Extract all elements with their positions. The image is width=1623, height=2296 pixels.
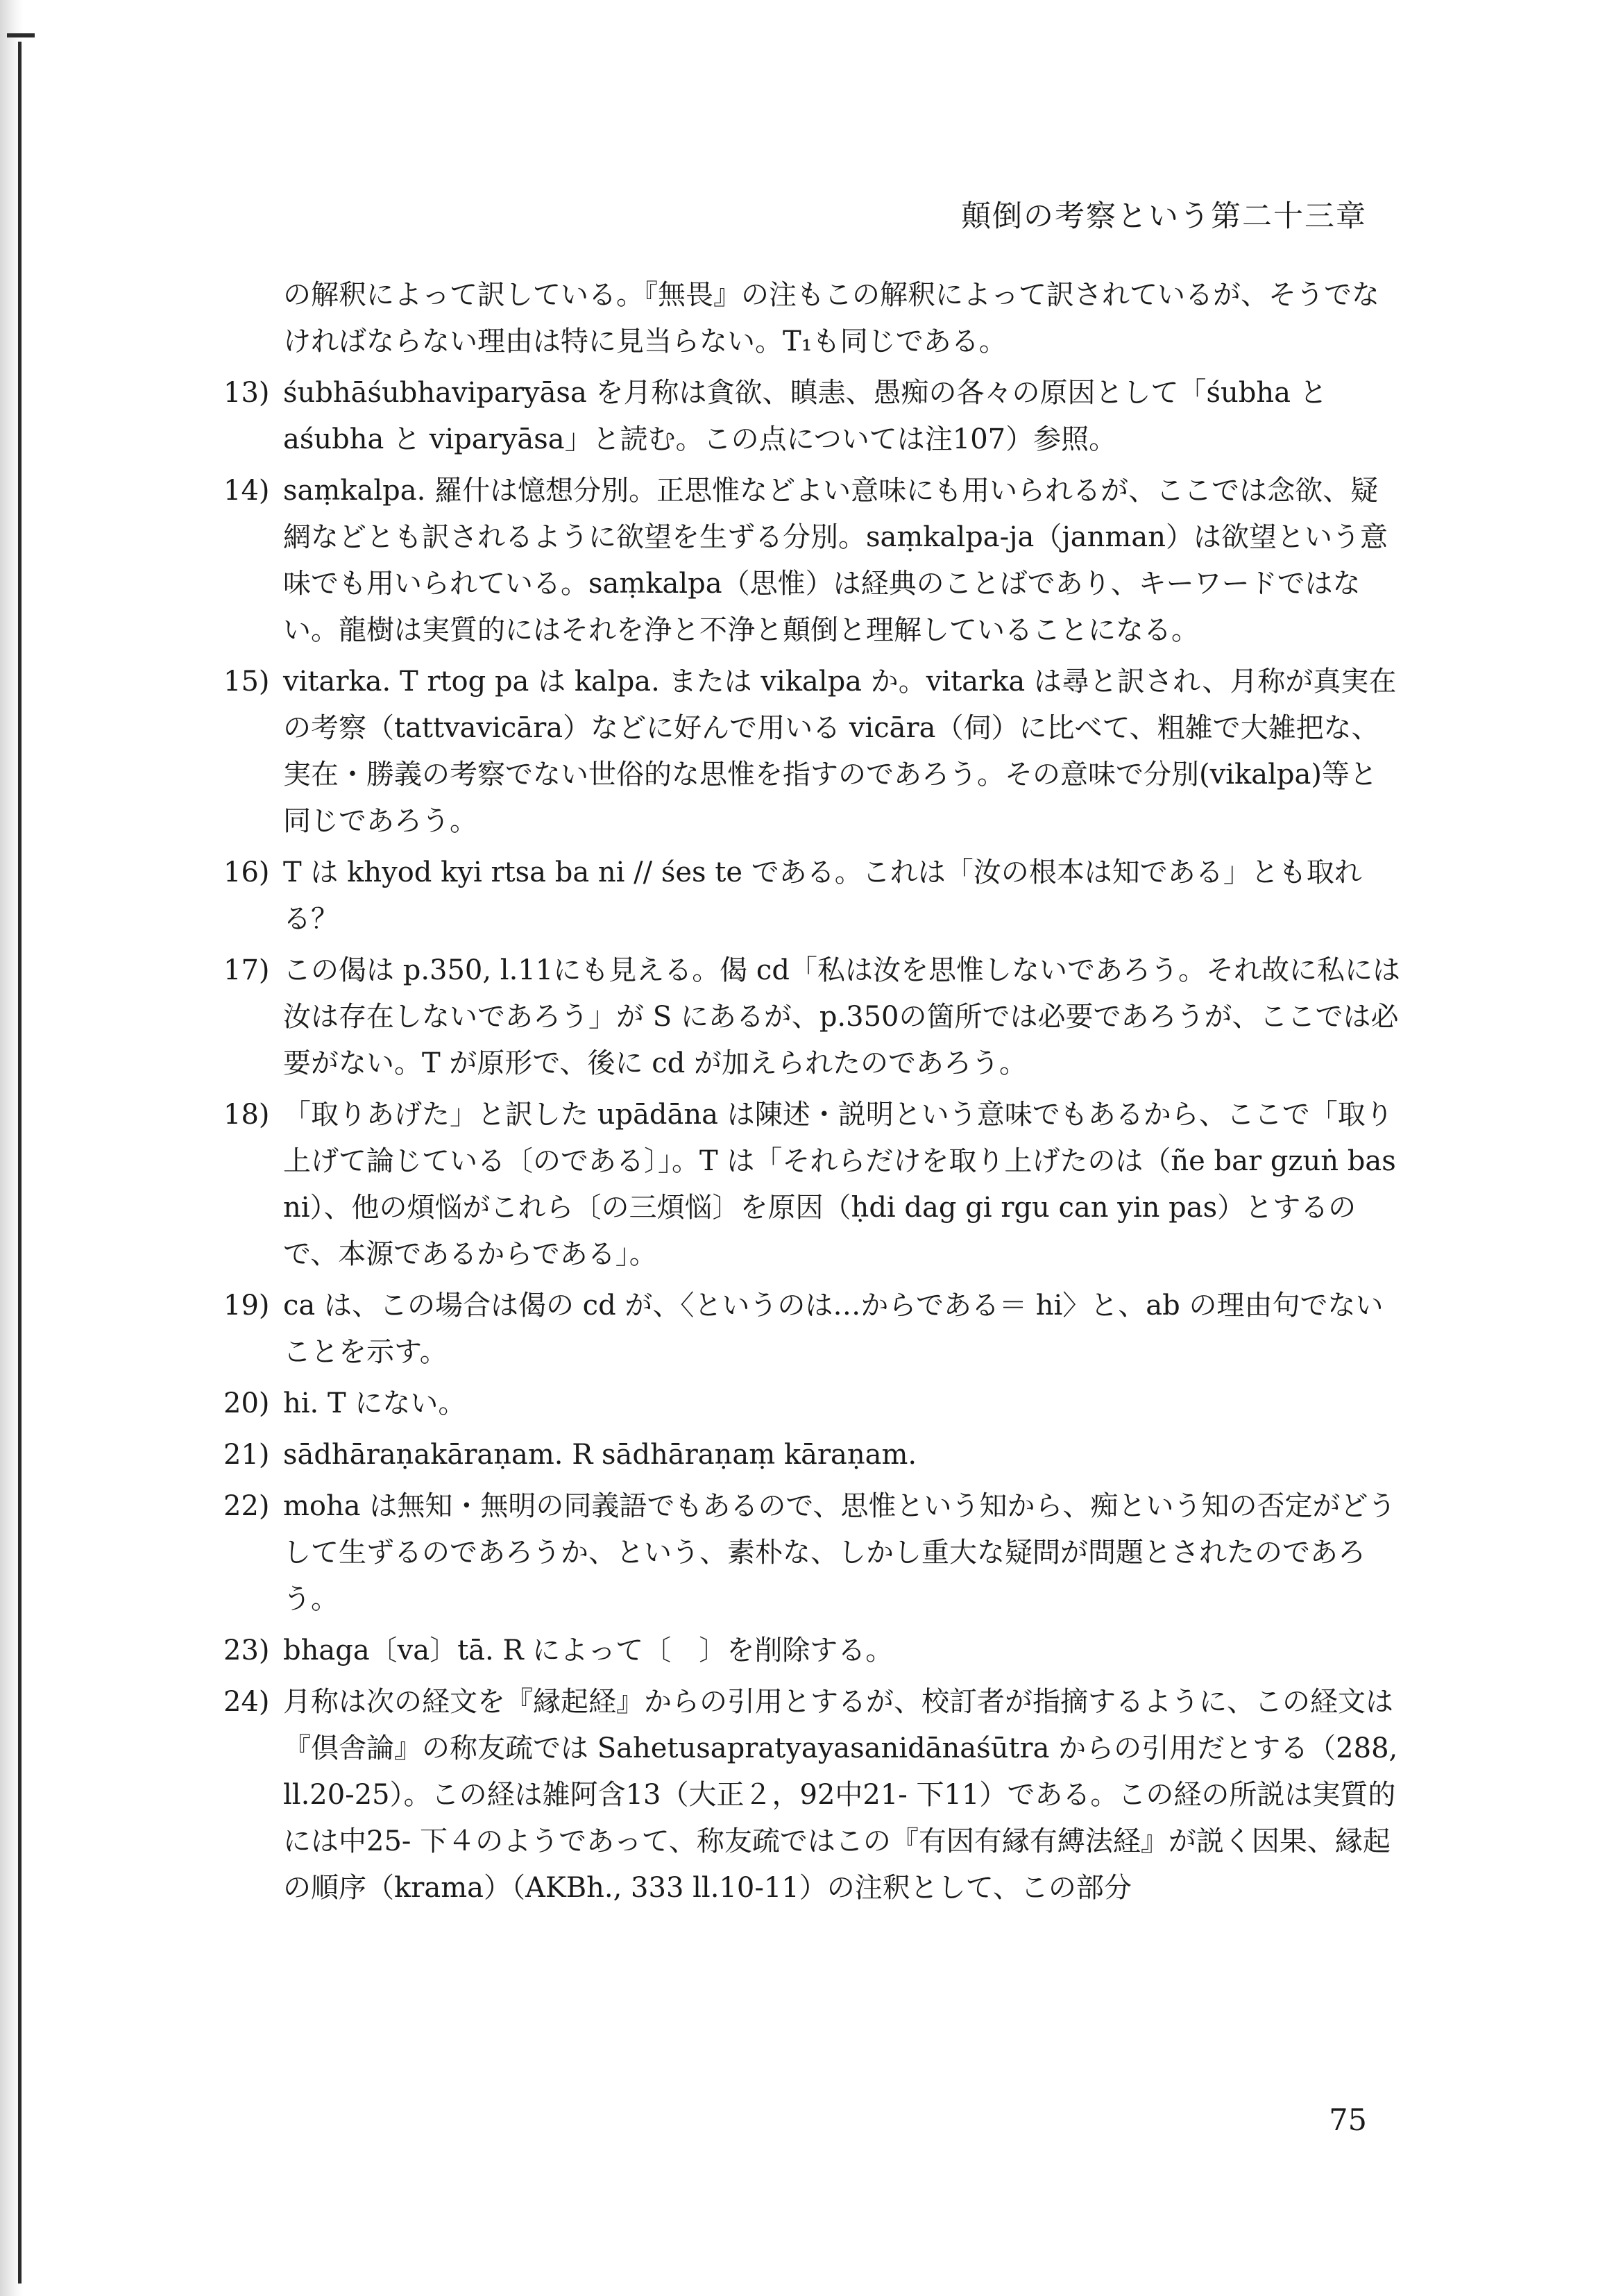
note-text: この偈は p.350, l.11にも見える。偈 cd「私は汝を思惟しないであろう。それ故に私には汝は存在しないであろう」が S にあるが、p.350の箇所では必要であろうが、ここでは必要がない。T が原形で、後に cd が加えられたのであろう。 [283,954,1400,1079]
note-14 [223,468,1403,654]
note-15 [223,659,1403,845]
note-number: 14) [223,475,270,507]
notes-body [223,272,1403,1916]
note-16 [223,850,1403,943]
page-number: 75 [1329,2103,1367,2138]
note-text: śubhāśubhaviparyāsa を月称は貪欲、瞋恚、愚痴の各々の原因として「śubha と aśubha と viparyāsa」と読む。この点については注107）参照。 [283,377,1327,455]
note-text: vitarka. T rtog pa は kalpa. または vikalpa か。vitarka は尋と訳され、月称が真実在の考察（tattvavicāra）などに好んで用いる vicāra（伺）に比べて、粗雑で大雑把な、実在・勝義の考察でない世俗的な思惟を指すのであろう。その意味で分別(vikalpa)等と同じであろう。 [283,666,1397,837]
note-number: 21) [223,1439,270,1471]
note-text: 月称は次の経文を『縁起経』からの引用とするが、校訂者が指摘するように、この経文は『倶舎論』の称友疏では Sahetusapratyayasanidānaśūtra からの引用だとする（288, ll.20-25）。この経は雑阿含13（大正２，92中21- 下11）である。この経の所説は実質的には中25- 下４のようであって、称友疏ではこの『有因有縁有縛法経』が説く因果、縁起の順序（krama）（AKBh., 333 ll.10-11）の注釈として、この部分 [283,1686,1398,1904]
note-19 [223,1283,1403,1376]
note-number: 23) [223,1635,270,1666]
note-text: ca は、この場合は偈の cd が、〈というのは…からである＝ hi〉と、ab の理由句でないことを示す。 [283,1290,1384,1368]
binding-edge [18,42,22,2284]
note-text: bhaga〔va〕tā. R によって〔 〕を削除する。 [283,1635,894,1666]
note-text: hi. T にない。 [283,1387,466,1419]
note-text: sādhāraṇakāraṇam. R sādhāraṇaṃ kāraṇam. [283,1439,917,1471]
note-text: saṃkalpa. 羅什は憶想分別。正思惟などよい意味にも用いられるが、ここでは念欲、疑網などとも訳されるように欲望を生ずる分別。saṃkalpa-ja（janman）は欲望という意味でも用いられている。saṃkalpa（思惟）は経典のことばであり、キーワードではない。龍樹は実質的にはそれを浄と不浄と顛倒と理解していることになる。 [283,475,1388,646]
note-number: 16) [223,856,270,888]
note-text: moha は無知・無明の同義語でもあるので、思惟という知から、痴という知の否定がどうして生ずるのであろうか、という、素朴な、しかし重大な疑問が問題とされたのであろう。 [283,1490,1396,1615]
binding-mark [7,33,35,37]
note-number: 13) [223,377,270,409]
running-title: 顛倒の考察という第二十三章 [961,199,1367,234]
note-number: 24) [223,1686,270,1718]
note-number: 19) [223,1290,270,1322]
note-22 [223,1483,1403,1623]
note-number: 17) [223,954,270,986]
note-18 [223,1092,1403,1278]
note-21 [223,1432,1403,1478]
note-23 [223,1628,1403,1674]
note-number: 15) [223,666,270,698]
note-number: 22) [223,1490,270,1522]
note-24 [223,1679,1403,1911]
note-17 [223,947,1403,1087]
note-text: 「取りあげた」と訳した upādāna は陳述・説明という意味でもあるから、ここで「取り上げて論じている〔のである〕」。T は「それらだけを取り上げたのは（ñe bar gzuṅ bas ni）、他の煩悩がこれら〔の三煩悩〕を原因（ḥdi dag gi rgu can yin pas）とするので、本源であるからである」。 [283,1099,1396,1270]
note-text: T は khyod kyi rtsa ba ni // śes te である。これは「汝の根本は知である」とも取れる？ [283,856,1362,935]
continuation-paragraph: の解釈によって訳している。『無畏』の注もこの解釈によって訳されているが、そうでなければならない理由は特に見当らない。T₁も同じである。 [283,279,1379,357]
note-number: 20) [223,1387,270,1419]
note-number: 18) [223,1099,270,1131]
note-13 [223,370,1403,463]
note-20 [223,1381,1403,1427]
